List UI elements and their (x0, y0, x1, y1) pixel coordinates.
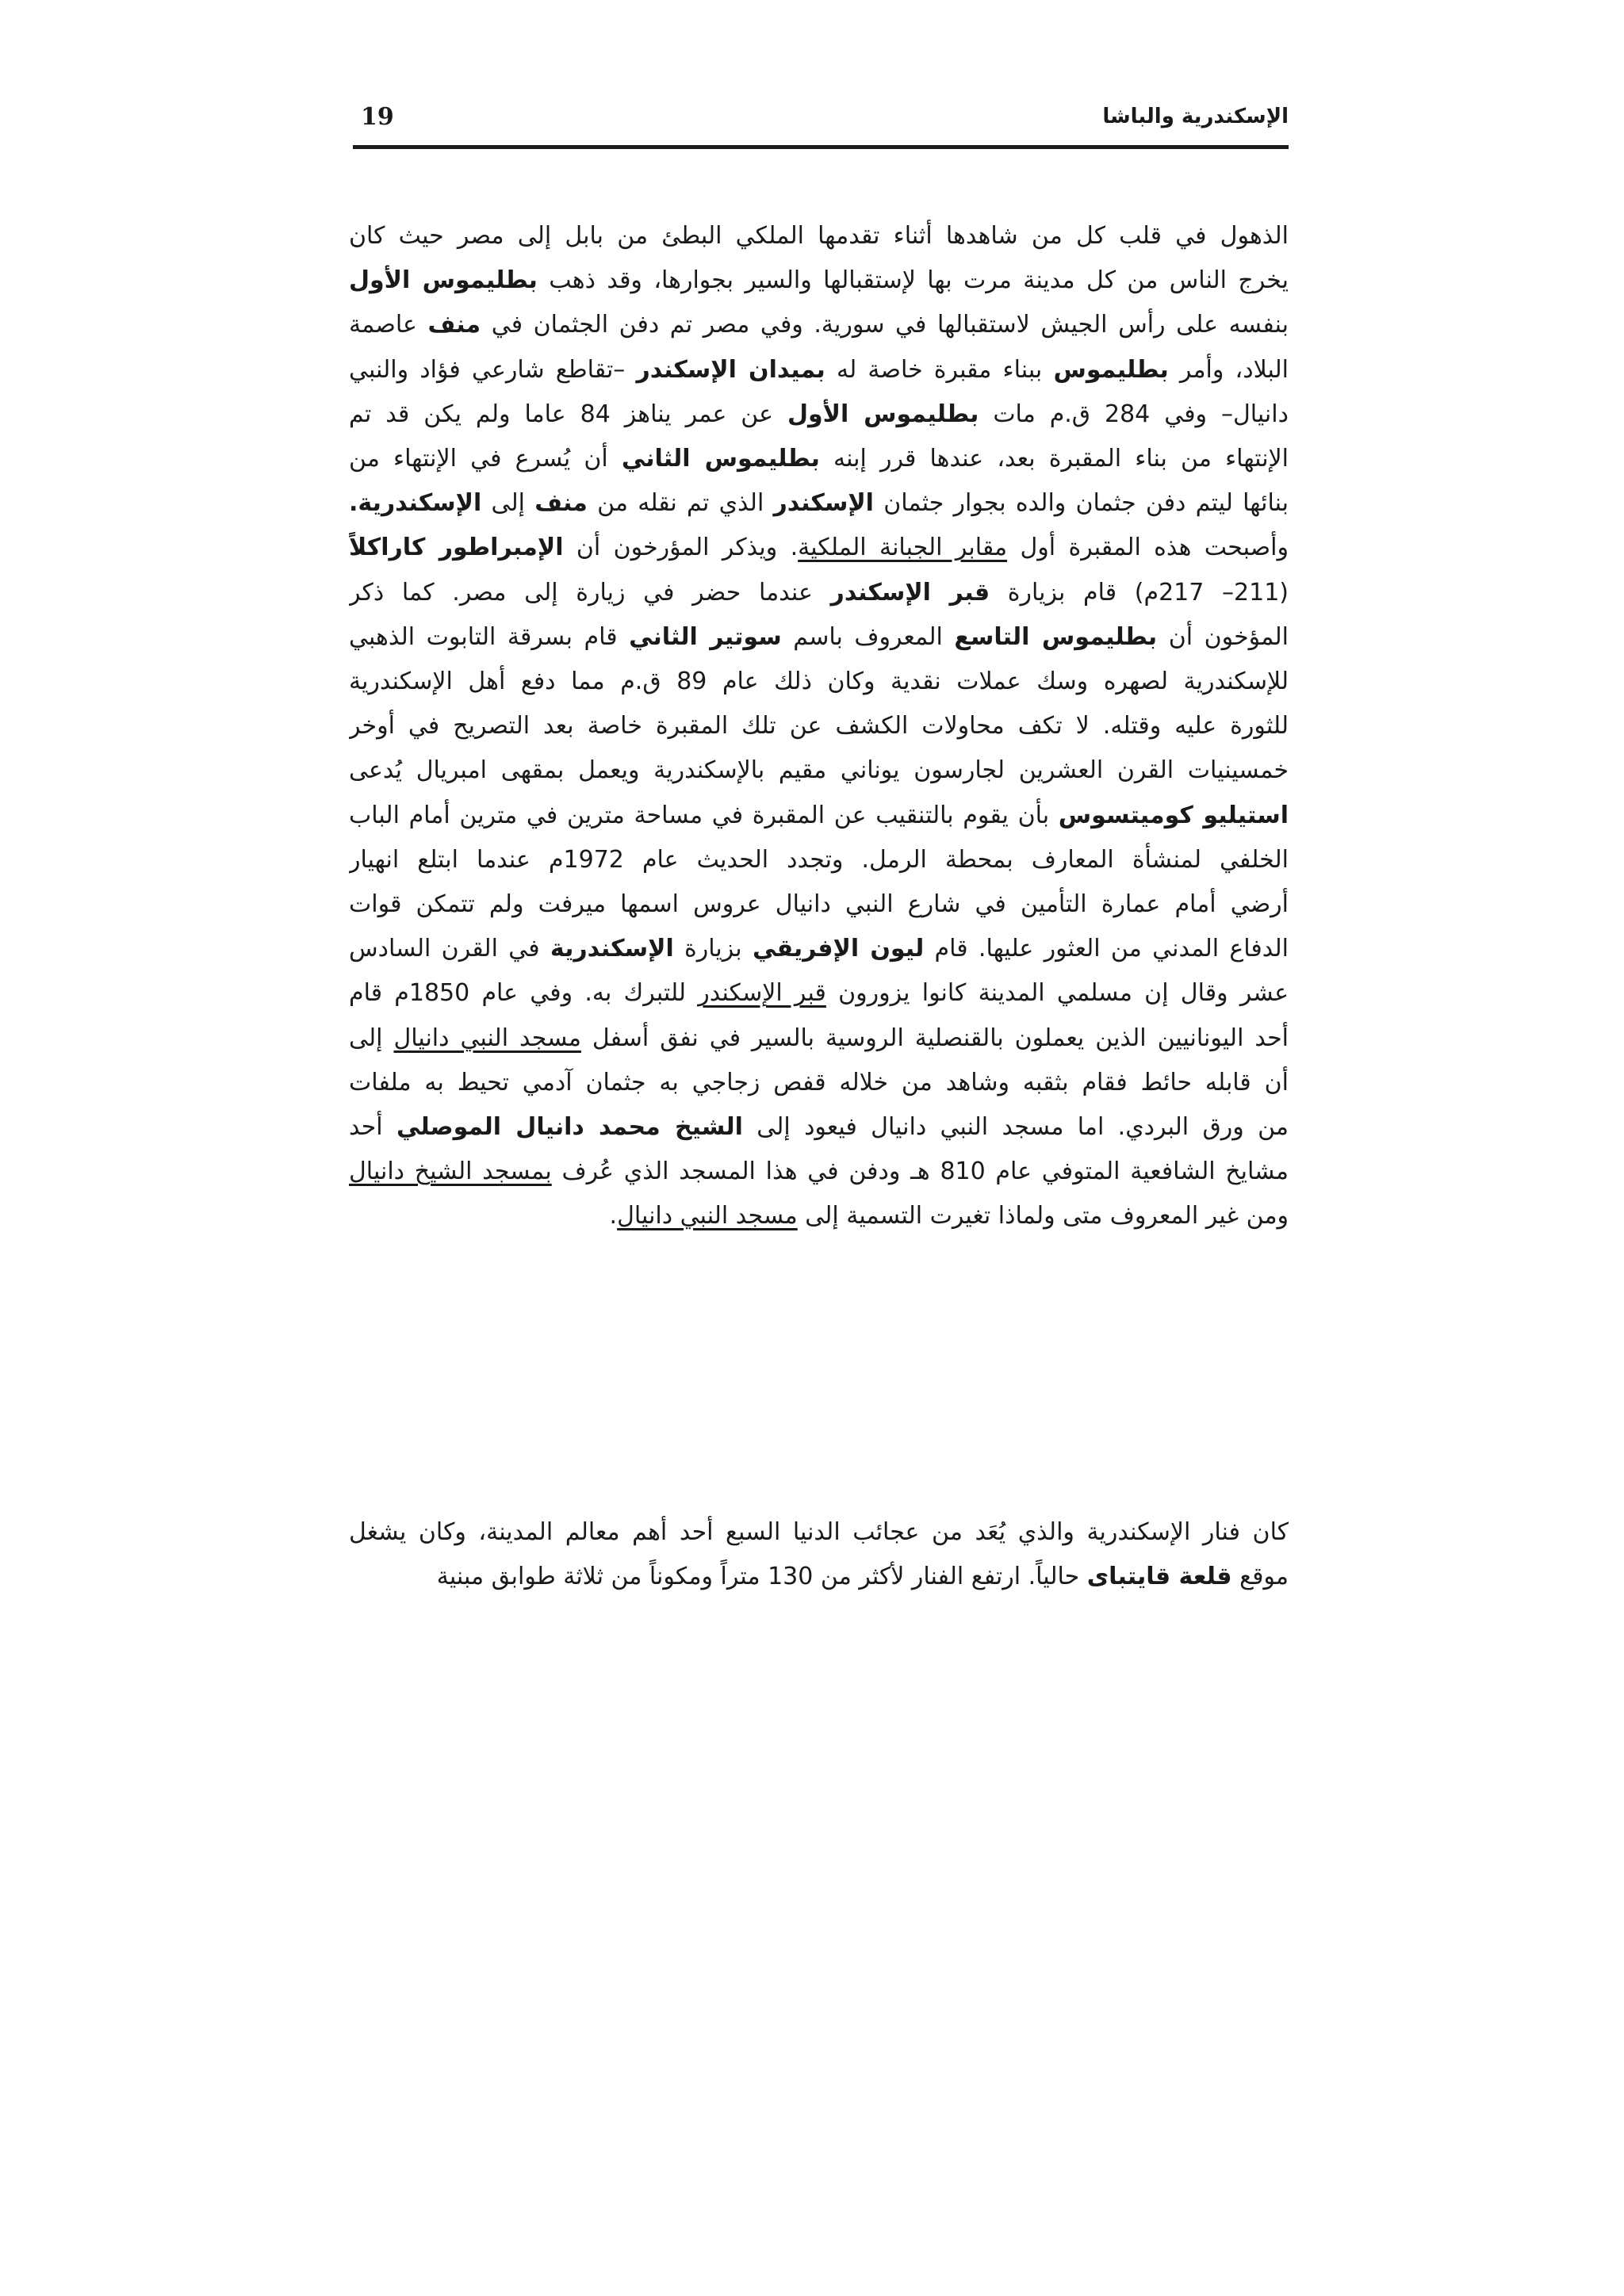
paragraph-2 (349, 1510, 1289, 1599)
text-line (349, 1555, 1289, 1599)
text-run: أن قابله حائط فقام بثقبه وشاهد من خلاله قفص زجاجي به جثمان آدمي تحيط به ملفات (349, 1068, 1289, 1096)
text-run: من ورق البردي. اما مسجد النبي دانيال فيعود إلى (742, 1113, 1289, 1142)
bold-text: منف (427, 311, 481, 339)
bold-text: بطليموس التاسع (954, 622, 1158, 651)
text-line (349, 794, 1289, 838)
bold-text: قبر الإسكندر (830, 578, 990, 607)
text-run: عن عمر يناهز 84 عاما ولم يكن قد تم (349, 400, 787, 428)
bold-text: بطليموس (1053, 355, 1169, 384)
underlined-text: مسجد النبي دانيال (393, 1024, 581, 1052)
text-run: الخلفي لمنشأة المعارف بمحطة الرمل. وتجدد الحديث عام 1972م عندما ابتلع انهيار (349, 845, 1289, 874)
bold-text: استيليو كوميتسوس (1058, 801, 1289, 829)
text-run: ومن غير المعروف متى ولماذا تغيرت التسمية إلى (797, 1202, 1289, 1230)
text-run: وأصبحت هذه المقبرة أول (1007, 534, 1289, 562)
underlined-text: بمسجد الشيخ دانيال (349, 1158, 552, 1186)
text-run: قام بسرقة التابوت الذهبي (349, 622, 630, 651)
bold-text: قلعة قايتباى (1086, 1563, 1232, 1591)
bold-text: الإسكندر (773, 489, 874, 518)
header-rule (353, 145, 1289, 149)
page-header (353, 103, 1289, 149)
bold-text: بميدان الإسكندر (636, 355, 825, 384)
text-run: إلى (349, 1024, 394, 1052)
text-run: مشايخ الشافعية المتوفي عام 810 هـ ودفن في هذا المسجد الذي عُرف (551, 1158, 1289, 1186)
text-run: (211– 217م) قام بزيارة (990, 578, 1289, 607)
text-line (349, 526, 1289, 570)
text-line (349, 748, 1289, 793)
bold-text: بطليموس الثاني (621, 445, 820, 473)
bold-text: ليون الإفريقي (752, 935, 925, 963)
underlined-text: مسجد النبي دانيال (617, 1202, 798, 1230)
text-run: للتبرك به. وفي عام 1850م قام (349, 979, 699, 1008)
bold-text: سوتير الثاني (629, 622, 782, 651)
text-run: حالياً. ارتفع الفنار لأكثر من 130 متراً ومكوناً من ثلاثة طوابق مبنية (436, 1563, 1087, 1591)
text-line (349, 704, 1289, 748)
text-run: إلى (481, 489, 535, 518)
text-run: في القرن السادس (349, 935, 550, 963)
text-run: . (609, 1202, 618, 1230)
bold-text: الإسكندرية. (349, 489, 482, 518)
text-run: المؤخون أن (1157, 622, 1289, 651)
text-run: موقع (1231, 1563, 1289, 1591)
text-run: للإسكندرية لصهره وسك عملات نقدية وكان ذلك عام 89 ق.م مما دفع أهل الإسكندرية (349, 668, 1289, 696)
bold-text: الإسكندرية (550, 935, 674, 963)
underlined-text: قبر الإسكندر (698, 979, 826, 1008)
text-line (349, 838, 1289, 882)
bold-text: الشيخ محمد دانيال الموصلي (396, 1113, 743, 1142)
text-run: الذهول في قلب كل من شاهدها أثناء تقدمها الملكي البطئ من بابل إلى مصر حيث كان (349, 222, 1289, 250)
text-run: البلاد، وأمر (1168, 355, 1289, 384)
text-run: للثورة عليه وقتله. لا تكف محاولات الكشف عن تلك المقبرة خاصة بعد التصريح في أوخر (349, 712, 1289, 740)
text-run: عشر وقال إن مسلمي المدينة كانوا يزورون (825, 979, 1289, 1008)
text-run: ببناء مقبرة خاصة له (825, 355, 1054, 384)
text-run: الدفاع المدني من العثور عليها. قام (924, 935, 1289, 963)
text-line (349, 615, 1289, 660)
text-line (349, 258, 1289, 303)
paragraph-1 (349, 214, 1289, 1239)
underlined-text: مقابر الجبانة الملكية (798, 534, 1008, 562)
text-run: خمسينيات القرن العشرين لجارسون يوناني مقيم بالإسكندرية ويعمل بمقهى امبريال يُدعى (349, 756, 1289, 785)
text-run: بنائها ليتم دفن جثمان والده بجوار جثمان (873, 489, 1289, 518)
text-line (349, 971, 1289, 1016)
text-run: أن يُسرع في الإنتهاء من (349, 445, 622, 473)
text-line (349, 348, 1289, 392)
text-run: بزيارة (673, 935, 753, 963)
text-run: أرضي أمام عمارة التأمين في شارع النبي دانيال عروس اسمها ميرفت ولم تتمكن قوات (349, 890, 1289, 919)
text-run: كان فنار الإسكندرية والذي يُعَد من عجائب الدنيا السبع أحد أهم معالم المدينة، وكان يشغل (349, 1518, 1289, 1546)
text-line (349, 1061, 1289, 1105)
text-run: . ويذكر المؤرخون أن (563, 534, 799, 562)
text-line (349, 1510, 1289, 1555)
bold-text: بطليموس الأول (787, 400, 979, 428)
text-line (349, 1194, 1289, 1238)
bold-text: الإمبراطور كاراكلاً (349, 534, 564, 562)
text-line (349, 303, 1289, 347)
text-line (349, 571, 1289, 615)
text-run: عندما حضر في زيارة إلى مصر. كما ذكر (349, 578, 831, 607)
text-line (349, 882, 1289, 927)
running-title: الإسكندرية والباشا (1102, 105, 1289, 128)
page-number: 19 (361, 103, 394, 131)
text-line (349, 927, 1289, 971)
bold-text: منف (534, 489, 588, 518)
text-line (349, 392, 1289, 437)
text-line (349, 1150, 1289, 1194)
text-run: بأن يقوم بالتنقيب عن المقبرة في مساحة مترين في مترين أمام الباب (349, 801, 1059, 829)
bold-text: بطليموس الأول (349, 266, 538, 295)
text-run: أحد (349, 1113, 396, 1142)
text-run: المعروف باسم (781, 622, 955, 651)
text-run: أحد اليونانيين الذين يعملون بالقنصلية الروسية بالسير في نفق أسفل (580, 1024, 1289, 1052)
text-run: دانيال– وفي 284 ق.م مات (979, 400, 1289, 428)
text-line (349, 481, 1289, 526)
text-run: عاصمة (349, 311, 428, 339)
text-run: يخرج الناس من كل مدينة مرت بها لإستقبالها والسير بجوارها، وقد ذهب (537, 266, 1289, 295)
text-line (349, 214, 1289, 258)
text-line (349, 437, 1289, 481)
text-run: الإنتهاء من بناء المقبرة بعد، عندها قرر إبنه (819, 445, 1289, 473)
text-run: الذي تم نقله من (587, 489, 774, 518)
text-line (349, 1016, 1289, 1061)
text-run: –تقاطع شارعي فؤاد والنبي (349, 355, 637, 384)
text-line (349, 660, 1289, 704)
text-line (349, 1105, 1289, 1150)
text-run: بنفسه على رأس الجيش لاستقبالها في سورية. وفي مصر تم دفن الجثمان في (481, 311, 1289, 339)
